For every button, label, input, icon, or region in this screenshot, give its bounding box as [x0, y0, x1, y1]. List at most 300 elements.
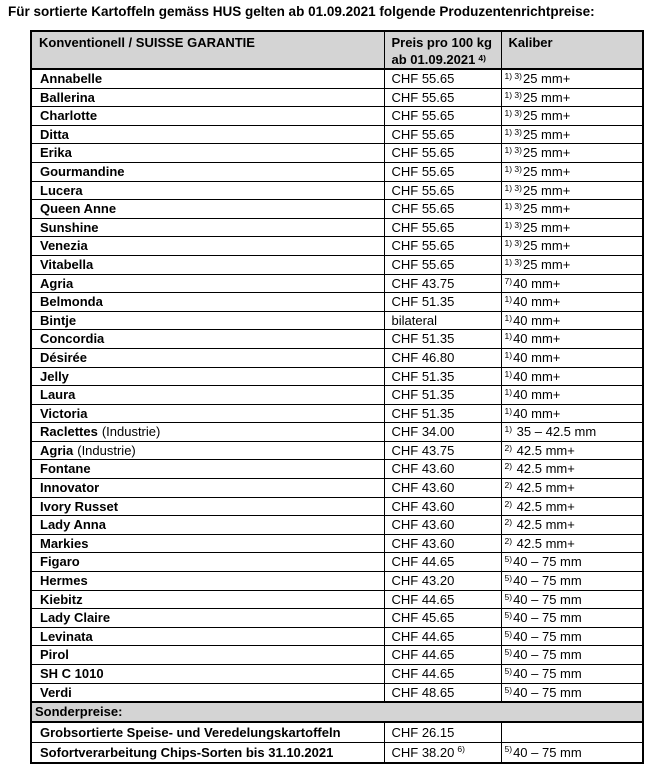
table-row [31, 590, 643, 609]
table-row [31, 665, 643, 684]
variety-cell [31, 311, 384, 330]
variety-cell [31, 646, 384, 665]
price-cell [384, 590, 501, 609]
price-value: CHF 44.65 [391, 666, 455, 681]
kaliber-value: 42.5 mm+ [513, 535, 575, 551]
table-row [31, 627, 643, 646]
table-row [31, 460, 643, 479]
table-row [31, 255, 643, 274]
kaliber-value: 25 mm+ [522, 126, 571, 142]
table-row [31, 367, 643, 386]
variety-name: Erika [40, 145, 72, 161]
table-row [31, 423, 643, 442]
kaliber-footnote: 2) [504, 461, 513, 472]
variety-name: Pirol [40, 647, 69, 663]
price-value: CHF 51.35 [391, 331, 455, 347]
kaliber-footnote: 1) 3) [504, 256, 522, 267]
kaliber-cell [501, 69, 643, 88]
table-row [31, 293, 643, 312]
kaliber-footnote: 1) [504, 294, 513, 305]
price-value: CHF 43.60 [391, 498, 455, 514]
variety-cell [31, 144, 384, 163]
price-cell [384, 572, 501, 591]
table-row [31, 479, 643, 498]
price-value: CHF 43.75 [391, 442, 455, 458]
kaliber-value: 42.5 mm+ [513, 442, 575, 458]
header-price [384, 31, 501, 69]
price-cell [384, 200, 501, 219]
kaliber-footnote: 1) 3) [504, 219, 522, 230]
kaliber-cell [501, 162, 643, 181]
kaliber-footnote: 5) [504, 573, 513, 584]
header-row [31, 31, 643, 69]
price-value: CHF 51.35 [391, 368, 455, 384]
kaliber-footnote: 1) [504, 349, 513, 360]
variety-name: Sunshine [40, 219, 99, 235]
kaliber-cell [501, 516, 643, 535]
kaliber-value: 25 mm+ [522, 219, 571, 235]
variety-cell [31, 69, 384, 88]
price-cell [384, 665, 501, 684]
kaliber-cell [501, 609, 643, 628]
table-row [31, 553, 643, 572]
price-cell [384, 107, 501, 126]
variety-name: Fontane [40, 461, 91, 477]
table-row [31, 218, 643, 237]
kaliber-cell [501, 237, 643, 256]
table-row [31, 572, 643, 591]
header-price-date: ab 01.09.2021 [391, 51, 476, 67]
kaliber-cell [501, 107, 643, 126]
kaliber-footnote: 1) [504, 387, 513, 398]
price-value: CHF 51.35 [391, 387, 455, 403]
header-price-footnote: 4) [478, 52, 486, 63]
kaliber-cell [501, 743, 643, 764]
kaliber-value: 35 – 42.5 mm [513, 424, 597, 440]
variety-cell [31, 572, 384, 591]
table-row [31, 743, 643, 764]
table-row [31, 107, 643, 126]
price-cell [384, 367, 501, 386]
price-footnote: 6) [457, 744, 465, 755]
kaliber-value: 40 – 75 mm [513, 628, 582, 644]
variety-cell [31, 274, 384, 293]
kaliber-cell [501, 460, 643, 479]
variety-cell [31, 255, 384, 274]
variety-name: Concordia [40, 331, 105, 347]
price-cell [384, 743, 501, 764]
kaliber-cell [501, 534, 643, 553]
variety-cell [31, 107, 384, 126]
price-value: CHF 55.65 [391, 108, 455, 124]
variety-cell [31, 162, 384, 181]
kaliber-cell [501, 722, 643, 743]
price-value: CHF 55.65 [391, 219, 455, 235]
kaliber-footnote: 1) [504, 424, 513, 435]
kaliber-footnote: 5) [504, 666, 513, 676]
kaliber-cell [501, 423, 643, 442]
variety-cell [31, 386, 384, 405]
variety-cell [31, 479, 384, 498]
price-cell [384, 479, 501, 498]
price-value: CHF 55.65 [391, 238, 455, 254]
table-row [31, 144, 643, 163]
kaliber-value: 40 – 75 mm [513, 647, 582, 663]
variety-note: (Industrie) [77, 442, 136, 458]
kaliber-value: 40 mm+ [513, 275, 561, 291]
kaliber-value: 40 mm+ [513, 331, 561, 347]
kaliber-footnote: 5) [504, 554, 513, 565]
variety-cell [31, 590, 384, 609]
table-row [31, 311, 643, 330]
table-row [31, 609, 643, 628]
header-kaliber: Kaliber [501, 31, 643, 69]
variety-name: SH C 1010 [40, 666, 104, 681]
variety-name: Kiebitz [40, 591, 83, 607]
page-title: Für sortierte Kartoffeln gemäss HUS gelten ab 01.09.2021 folgende Produzentenrichtpreise: [8, 4, 595, 19]
kaliber-value: 25 mm+ [522, 108, 571, 124]
variety-name: Lady Anna [40, 517, 106, 533]
variety-name: Verdi [40, 684, 72, 700]
kaliber-value: 25 mm+ [522, 163, 571, 179]
price-value: CHF 43.60 [391, 517, 455, 533]
variety-cell [31, 553, 384, 572]
variety-cell [31, 404, 384, 423]
price-cell [384, 497, 501, 516]
variety-cell [31, 743, 384, 764]
kaliber-value: 40 mm+ [513, 294, 561, 310]
variety-name: Vitabella [40, 256, 94, 272]
price-cell [384, 722, 501, 743]
kaliber-cell [501, 255, 643, 274]
price-value: CHF 44.65 [391, 591, 455, 607]
table-row [31, 722, 643, 743]
price-cell [384, 460, 501, 479]
price-value: CHF 43.60 [391, 461, 455, 477]
variety-cell [31, 237, 384, 256]
price-cell [384, 627, 501, 646]
table-row [31, 274, 643, 293]
price-cell [384, 125, 501, 144]
kaliber-cell [501, 646, 643, 665]
variety-cell [31, 348, 384, 367]
price-value: CHF 48.65 [391, 684, 455, 700]
header-price-line1: Preis pro 100 kg [391, 35, 492, 50]
kaliber-footnote: 1) 3) [504, 89, 522, 100]
kaliber-footnote: 2) [504, 442, 513, 453]
variety-name: Sofortverarbeitung Chips-Sorten bis 31.10.2021 [40, 745, 334, 761]
price-value: CHF 55.65 [391, 126, 455, 142]
variety-name: Hermes [40, 573, 88, 589]
kaliber-footnote: 1) 3) [504, 182, 522, 193]
price-value: CHF 55.65 [391, 89, 455, 105]
kaliber-footnote: 5) [504, 684, 513, 695]
price-value: CHF 51.35 [391, 405, 455, 421]
variety-name: Grobsortierte Speise- und Veredelungskartoffeln [40, 725, 341, 741]
kaliber-cell [501, 293, 643, 312]
variety-name: Ivory Russet [40, 498, 119, 514]
kaliber-value: 42.5 mm+ [513, 517, 575, 533]
table-row [31, 237, 643, 256]
variety-cell [31, 200, 384, 219]
price-cell [384, 69, 501, 88]
price-value: CHF 55.65 [391, 182, 455, 198]
kaliber-footnote: 1) [504, 405, 513, 416]
variety-name: Laura [40, 387, 76, 403]
variety-cell [31, 441, 384, 460]
kaliber-cell [501, 553, 643, 572]
kaliber-cell [501, 311, 643, 330]
price-value: CHF 55.65 [391, 201, 455, 217]
variety-name: Agria [40, 275, 74, 291]
variety-cell [31, 330, 384, 349]
kaliber-footnote: 1) 3) [504, 108, 522, 119]
variety-cell [31, 627, 384, 646]
kaliber-value: 40 mm+ [513, 387, 561, 403]
kaliber-value: 25 mm+ [522, 89, 571, 105]
header-price-line2 [392, 52, 501, 69]
variety-name: Lady Claire [40, 610, 111, 626]
kaliber-cell [501, 497, 643, 516]
kaliber-footnote: 1) [504, 331, 513, 342]
kaliber-footnote: 2) [504, 480, 513, 491]
table-row [31, 683, 643, 702]
kaliber-value: 40 mm+ [513, 368, 561, 384]
variety-name: Charlotte [40, 108, 98, 124]
price-value: CHF 55.65 [391, 163, 455, 179]
price-cell [384, 88, 501, 107]
kaliber-cell [501, 590, 643, 609]
price-cell [384, 534, 501, 553]
variety-name: Gourmandine [40, 163, 125, 179]
variety-name: Levinata [40, 628, 93, 644]
kaliber-value: 40 – 75 mm [513, 591, 582, 607]
price-value: bilateral [391, 312, 438, 328]
variety-cell [31, 460, 384, 479]
price-value: CHF 26.15 [391, 725, 455, 741]
variety-cell [31, 722, 384, 743]
table-row [31, 200, 643, 219]
price-value: CHF 43.20 [391, 573, 455, 589]
variety-name: Victoria [40, 405, 88, 421]
kaliber-value: 25 mm+ [522, 71, 571, 86]
table-row [31, 404, 643, 423]
price-cell [384, 683, 501, 702]
variety-name: Bintje [40, 312, 77, 328]
variety-name: Annabelle [40, 71, 103, 86]
kaliber-value: 25 mm+ [522, 145, 571, 161]
variety-cell [31, 218, 384, 237]
table-row [31, 348, 643, 367]
variety-name: Jelly [40, 368, 69, 384]
variety-cell [31, 683, 384, 702]
price-value: CHF 55.65 [391, 71, 455, 86]
price-value: CHF 45.65 [391, 610, 455, 626]
price-cell [384, 274, 501, 293]
variety-cell [31, 534, 384, 553]
variety-cell [31, 181, 384, 200]
table-row [31, 646, 643, 665]
variety-cell [31, 665, 384, 684]
variety-cell [31, 88, 384, 107]
kaliber-footnote: 1) [504, 368, 513, 379]
kaliber-value: 40 – 75 mm [513, 684, 582, 700]
price-value: CHF 55.65 [391, 145, 455, 161]
variety-name: Agria [40, 442, 74, 458]
table-row [31, 330, 643, 349]
kaliber-cell [501, 404, 643, 423]
kaliber-cell [501, 181, 643, 200]
price-cell [384, 404, 501, 423]
table-row [31, 441, 643, 460]
kaliber-value: 25 mm+ [522, 238, 571, 254]
kaliber-value: 40 – 75 mm [513, 573, 582, 589]
header-variety: Konventionell / SUISSE GARANTIE [31, 31, 384, 69]
price-cell [384, 441, 501, 460]
price-value: CHF 34.00 [391, 424, 455, 440]
kaliber-cell [501, 367, 643, 386]
kaliber-footnote: 5) [504, 591, 513, 602]
kaliber-cell [501, 88, 643, 107]
kaliber-value: 40 mm+ [513, 405, 561, 421]
kaliber-value: 40 – 75 mm [513, 610, 582, 626]
kaliber-footnote: 5) [504, 610, 513, 621]
kaliber-cell [501, 144, 643, 163]
price-cell [384, 311, 501, 330]
kaliber-footnote: 1) 3) [504, 238, 522, 249]
variety-name: Queen Anne [40, 201, 117, 217]
price-cell [384, 553, 501, 572]
variety-name: Markies [40, 535, 89, 551]
kaliber-footnote: 1) 3) [504, 201, 522, 212]
kaliber-value: 40 mm+ [513, 349, 561, 365]
price-table [30, 30, 644, 764]
variety-cell [31, 497, 384, 516]
kaliber-footnote: 1) 3) [504, 163, 522, 174]
kaliber-value: 40 mm+ [513, 312, 561, 328]
variety-cell [31, 423, 384, 442]
kaliber-footnote: 1) 3) [504, 126, 522, 137]
price-cell [384, 386, 501, 405]
price-cell [384, 330, 501, 349]
kaliber-footnote: 5) [504, 628, 513, 639]
price-cell [384, 162, 501, 181]
table-row [31, 181, 643, 200]
variety-name: Ballerina [40, 89, 95, 105]
kaliber-value: 25 mm+ [522, 201, 571, 217]
variety-name: Figaro [40, 554, 80, 570]
kaliber-footnote: 2) [504, 498, 513, 509]
kaliber-cell [501, 386, 643, 405]
table-row [31, 162, 643, 181]
price-value: CHF 44.65 [391, 554, 455, 570]
table-row [31, 88, 643, 107]
table-row [31, 69, 643, 88]
variety-cell [31, 367, 384, 386]
price-cell [384, 181, 501, 200]
kaliber-footnote: 1) 3) [504, 71, 522, 81]
price-cell [384, 609, 501, 628]
kaliber-value: 25 mm+ [522, 182, 571, 198]
price-value: CHF 51.35 [391, 294, 455, 310]
kaliber-cell [501, 330, 643, 349]
price-value: CHF 38.20 [391, 745, 455, 761]
kaliber-value: 42.5 mm+ [513, 480, 575, 496]
price-value: CHF 44.65 [391, 647, 455, 663]
variety-name: Désirée [40, 349, 87, 365]
kaliber-cell [501, 479, 643, 498]
kaliber-value: 42.5 mm+ [513, 461, 575, 477]
variety-name: Venezia [40, 238, 88, 254]
price-cell [384, 293, 501, 312]
price-value: CHF 43.75 [391, 275, 455, 291]
kaliber-footnote: 2) [504, 517, 513, 528]
kaliber-footnote: 1) 3) [504, 145, 522, 156]
price-cell [384, 144, 501, 163]
variety-name: Lucera [40, 182, 83, 198]
price-value: CHF 43.60 [391, 535, 455, 551]
price-cell [384, 237, 501, 256]
kaliber-footnote: 5) [504, 647, 513, 658]
kaliber-value: 40 – 75 mm [513, 554, 582, 570]
kaliber-footnote: 5) [504, 744, 513, 755]
kaliber-cell [501, 218, 643, 237]
variety-cell [31, 293, 384, 312]
price-value: CHF 43.60 [391, 480, 455, 496]
kaliber-cell [501, 441, 643, 460]
variety-note: (Industrie) [101, 424, 161, 440]
kaliber-cell [501, 274, 643, 293]
variety-name: Innovator [40, 480, 100, 496]
kaliber-footnote: 1) [504, 312, 513, 323]
variety-cell [31, 609, 384, 628]
table-row [31, 386, 643, 405]
variety-name: Ditta [40, 126, 69, 142]
price-cell [384, 423, 501, 442]
kaliber-value: 42.5 mm+ [513, 498, 575, 514]
price-cell [384, 218, 501, 237]
table-row [31, 534, 643, 553]
kaliber-cell [501, 125, 643, 144]
kaliber-value: 40 – 75 mm [513, 666, 582, 681]
kaliber-cell [501, 348, 643, 367]
kaliber-cell [501, 665, 643, 684]
price-value: CHF 44.65 [391, 628, 455, 644]
sonderpreise-label: Sonderpreise: [31, 702, 643, 722]
price-cell [384, 255, 501, 274]
sonderpreise-row [31, 702, 643, 722]
price-table-body [31, 69, 643, 763]
table-row [31, 497, 643, 516]
kaliber-cell [501, 200, 643, 219]
variety-name: Belmonda [40, 294, 103, 310]
kaliber-footnote: 2) [504, 535, 513, 546]
kaliber-cell [501, 572, 643, 591]
kaliber-cell [501, 683, 643, 702]
variety-cell [31, 125, 384, 144]
table-row [31, 516, 643, 535]
variety-cell [31, 516, 384, 535]
kaliber-value: 25 mm+ [522, 256, 571, 272]
price-cell [384, 646, 501, 665]
price-table-head [31, 31, 643, 69]
table-row [31, 125, 643, 144]
price-value: CHF 55.65 [391, 256, 455, 272]
price-cell [384, 516, 501, 535]
kaliber-value: 40 – 75 mm [513, 745, 582, 761]
kaliber-cell [501, 627, 643, 646]
variety-name: Raclettes [40, 424, 98, 440]
